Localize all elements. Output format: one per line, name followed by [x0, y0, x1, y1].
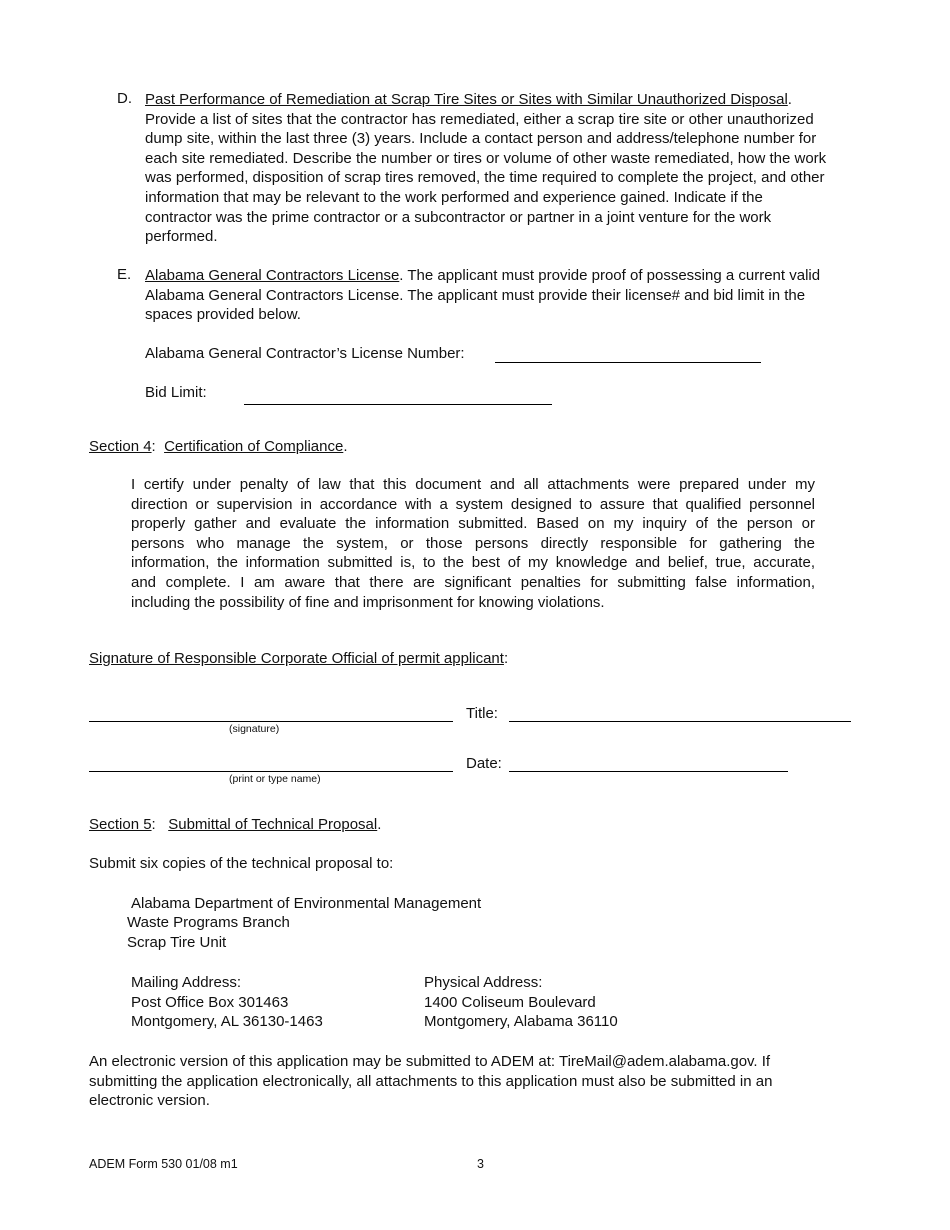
item-e-heading-line: Alabama General Contractors License. The applicant must provide proof of possessing a current valid [145, 267, 821, 284]
section-5-heading: Section 5: Submittal of Technical Proposal. [89, 816, 382, 833]
license-number-label: Alabama General Contractor’s License Number: [145, 345, 465, 362]
signature-field[interactable] [89, 721, 453, 722]
physical-address-label: Physical Address: [424, 974, 543, 991]
certification-line: persons who manage the system, or those persons directly responsible for gathering the [131, 534, 815, 552]
item-d-heading-line: Past Performance of Remediation at Scrap Tire Sites or Sites with Similar Unauthorized Disposal. [145, 91, 792, 108]
agency-name: Alabama Department of Environmental Management [131, 895, 482, 912]
date-label: Date: [466, 755, 502, 772]
certification-text [131, 475, 815, 612]
certification-line: I certify under penalty of law that this document and all attachments were prepared under my [131, 476, 815, 493]
item-e-line: Alabama General Contractors License. The applicant must provide their license# and bid limit in the [145, 286, 806, 304]
date-field[interactable] [509, 771, 788, 772]
electronic-submission-note [89, 1052, 869, 1111]
branch-name: Waste Programs Branch [127, 914, 290, 931]
physical-address [424, 973, 618, 1032]
item-d-line: Provide a list of sites that the contractor has remediated, either a scrap tire site or other unauthorized [145, 110, 814, 128]
electronic-line: electronic version. [89, 1092, 210, 1110]
mailing-address [131, 973, 323, 1032]
bid-limit-label: Bid Limit: [145, 384, 207, 401]
section-4-heading: Section 4: Certification of Compliance. [89, 438, 348, 455]
physical-address-line: 1400 Coliseum Boulevard [424, 993, 596, 1011]
title-field[interactable] [509, 721, 851, 722]
item-d-block [145, 90, 860, 247]
print-name-field[interactable] [89, 771, 453, 772]
certification-line: direction or supervision in accordance with a system designed to assure that qualified personnel [131, 495, 815, 513]
item-d-line: information that may be relevant to the work performed and experience gained. Indicate if the [145, 188, 763, 206]
certification-line: and complete. I am aware that there are significant penalties for submitting false information, [131, 573, 815, 591]
item-e-marker: E. [117, 266, 132, 283]
electronic-line: An electronic version of this application may be submitted to ADEM at: TireMail@adem.alabama.gov. If [89, 1053, 771, 1070]
item-d-line: contractor was the prime contractor or a subcontractor or partner in a joint venture for the work [145, 208, 772, 226]
certification-line: properly gather and evaluate the information submitted. Based on my inquiry of the person or [131, 515, 815, 533]
item-e-line: spaces provided below. [145, 306, 301, 324]
signature-heading: Signature of Responsible Corporate Official of permit applicant: [89, 650, 509, 667]
section-4-title: Certification of Compliance [164, 438, 344, 455]
item-e-heading: Alabama General Contractors License [145, 267, 400, 284]
certification-line: including the possibility of fine and imprisonment for knowing violations. [131, 593, 605, 611]
physical-address-line: Montgomery, Alabama 36110 [424, 1013, 618, 1031]
mailing-address-label: Mailing Address: [131, 974, 242, 991]
certification-line: information, the information submitted is, to the best of my knowledge and belief, true, accurate, [131, 554, 815, 572]
license-number-field[interactable] [495, 362, 761, 363]
signature-caption: (signature) [229, 723, 280, 735]
bid-limit-field[interactable] [244, 404, 552, 405]
item-d-line: was performed, disposition of scrap tires removed, the time required to complete the project, and other [145, 169, 825, 187]
mailing-address-line: Montgomery, AL 36130-1463 [131, 1013, 323, 1031]
submit-intro: Submit six copies of the technical proposal to: [89, 855, 394, 872]
page-number: 3 [477, 1157, 484, 1171]
title-label: Title: [466, 705, 498, 722]
item-d-marker: D. [117, 90, 132, 107]
item-e-block [145, 266, 860, 325]
form-id: ADEM Form 530 01/08 m1 [89, 1157, 238, 1171]
item-d-line: each site remediated. Describe the number or tires or volume of other waste remediated, how the work [145, 149, 827, 167]
electronic-line: submitting the application electronically, all attachments to this application must also be submitted in an [89, 1072, 773, 1090]
print-name-caption: (print or type name) [229, 773, 321, 785]
unit-name: Scrap Tire Unit [127, 934, 227, 951]
section-5-title: Submittal of Technical Proposal [168, 816, 378, 833]
item-d-line: dump site, within the last three (3) years. Include a contact person and address/telephone number for [145, 130, 817, 148]
item-d-line: performed. [145, 228, 218, 246]
mailing-address-line: Post Office Box 301463 [131, 993, 289, 1011]
item-d-heading: Past Performance of Remediation at Scrap Tire Sites or Sites with Similar Unauthorized Disposal [145, 91, 788, 108]
